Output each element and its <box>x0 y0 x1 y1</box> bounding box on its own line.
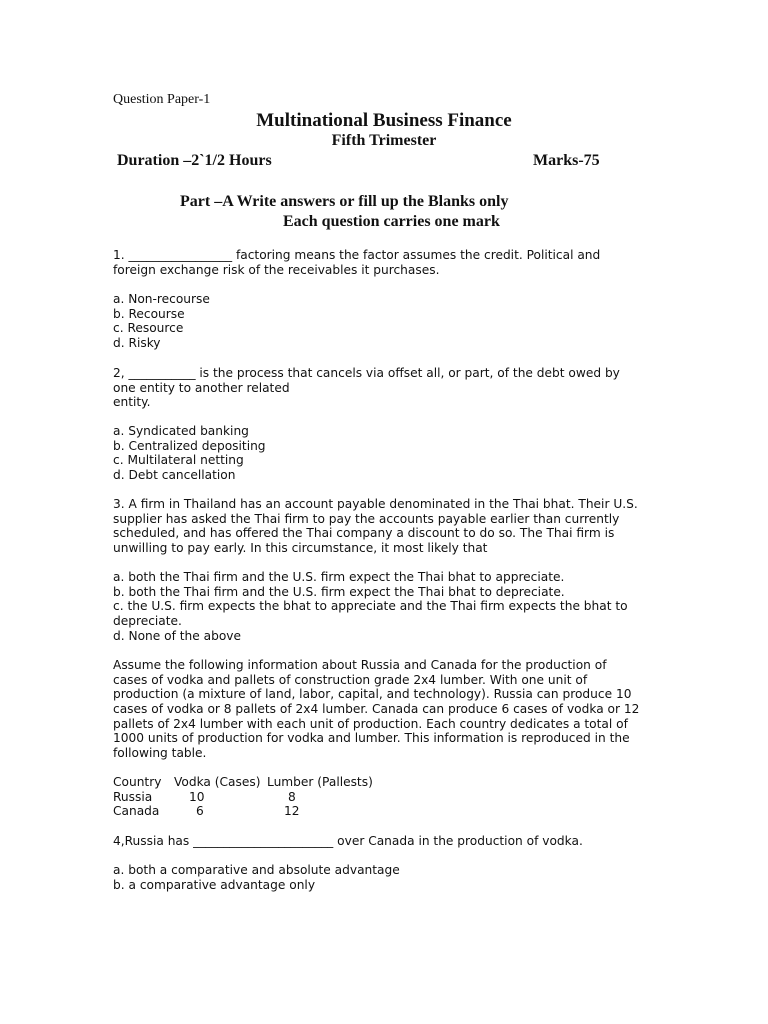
table-cell: Russia <box>113 789 153 804</box>
passage-line: Assume the following information about Russia and Canada for the production of <box>113 658 607 672</box>
table-cell: 12 <box>284 804 300 819</box>
question-text-line: scheduled, and has offered the Thai company a discount to do so. The Thai firm is <box>113 526 615 541</box>
passage-line: cases of vodka and pallets of construction grade 2x4 lumber. With one unit of <box>113 672 588 687</box>
table-cell: 10 <box>189 789 205 804</box>
option-item: c. Resource <box>113 321 184 336</box>
question-text-line: foreign exchange risk of the receivables it purchases. <box>113 262 440 277</box>
option-item: b. a comparative advantage only <box>113 877 316 892</box>
page-title: Multinational Business Finance <box>256 110 512 131</box>
duration-label: Duration –2`1/2 Hours <box>117 152 272 169</box>
part-heading: Part –A Write answers or fill up the Blanks only <box>180 193 509 210</box>
question-text-line: unwilling to pay early. In this circumstance, it most likely that <box>113 541 488 556</box>
paper-label: Question Paper-1 <box>113 92 211 107</box>
question-3-options <box>113 570 653 643</box>
question-text-line: 1. _________________ factoring means the factor assumes the credit. Political and <box>113 248 601 262</box>
table-header-row <box>113 775 653 790</box>
question-text-line: 2, ___________ is the process that cancels via offset all, or part, of the debt owed by <box>113 366 620 380</box>
option-item: a. both the Thai firm and the U.S. firm expect the Thai bhat to appreciate. <box>113 570 565 584</box>
table-row <box>113 804 653 819</box>
option-item: b. Centralized depositing <box>113 438 266 453</box>
table-cell: Canada <box>113 804 160 819</box>
table-cell: 6 <box>196 804 204 819</box>
question-4 <box>113 834 653 849</box>
question-1 <box>113 248 653 277</box>
table-header-cell: Vodka (Cases) <box>174 775 261 789</box>
passage-line: pallets of 2x4 lumber with each unit of production. Each country dedicates a total of <box>113 716 628 731</box>
option-item: d. Risky <box>113 336 161 351</box>
option-item: a. both a comparative and absolute advantage <box>113 863 400 877</box>
table-header-cell: Lumber (Pallests) <box>267 775 373 789</box>
question-text-line: supplier has asked the Thai firm to pay the accounts payable earlier than currently <box>113 511 620 526</box>
question-text-line: 3. A firm in Thailand has an account payable denominated in the Thai bhat. Their U.S. <box>113 497 638 511</box>
option-item: d. None of the above <box>113 628 242 643</box>
table-cell: 8 <box>288 789 296 804</box>
question-text-line: one entity to another related <box>113 380 290 395</box>
marks-label: Marks-75 <box>533 152 600 169</box>
passage-line: production (a mixture of land, labor, capital, and technology). Russia can produce 10 <box>113 687 632 702</box>
question-1-options <box>113 292 653 351</box>
table-row <box>113 790 653 805</box>
passage-line: cases of vodka or 8 pallets of 2x4 lumber. Canada can produce 6 cases of vodka or 12 <box>113 702 640 717</box>
question-2-options <box>113 424 653 483</box>
question-4-options <box>113 863 653 892</box>
passage-line: 1000 units of production for vodka and lumber. This information is reproduced in the <box>113 731 630 746</box>
page-subtitle: Fifth Trimester <box>331 132 437 149</box>
option-item: a. Syndicated banking <box>113 424 249 438</box>
production-table <box>113 775 653 819</box>
question-2 <box>113 366 653 410</box>
option-item: c. Multilateral netting <box>113 453 244 468</box>
question-text-line: 4,Russia has _______________________ over Canada in the production of vodka. <box>113 834 583 848</box>
option-item: c. the U.S. firm expects the bhat to appreciate and the Thai firm expects the bhat to <box>113 599 628 614</box>
question-3 <box>113 497 653 556</box>
question-text-line: entity. <box>113 395 151 410</box>
option-item: depreciate. <box>113 614 182 629</box>
table-header-cell: Country <box>113 775 162 789</box>
part-instructions: Each question carries one mark <box>283 213 500 230</box>
option-item: b. both the Thai firm and the U.S. firm expect the Thai bhat to depreciate. <box>113 584 565 599</box>
option-item: a. Non-recourse <box>113 292 210 306</box>
option-item: d. Debt cancellation <box>113 468 236 483</box>
option-item: b. Recourse <box>113 306 185 321</box>
passage-line: following table. <box>113 746 207 761</box>
passage <box>113 658 653 761</box>
